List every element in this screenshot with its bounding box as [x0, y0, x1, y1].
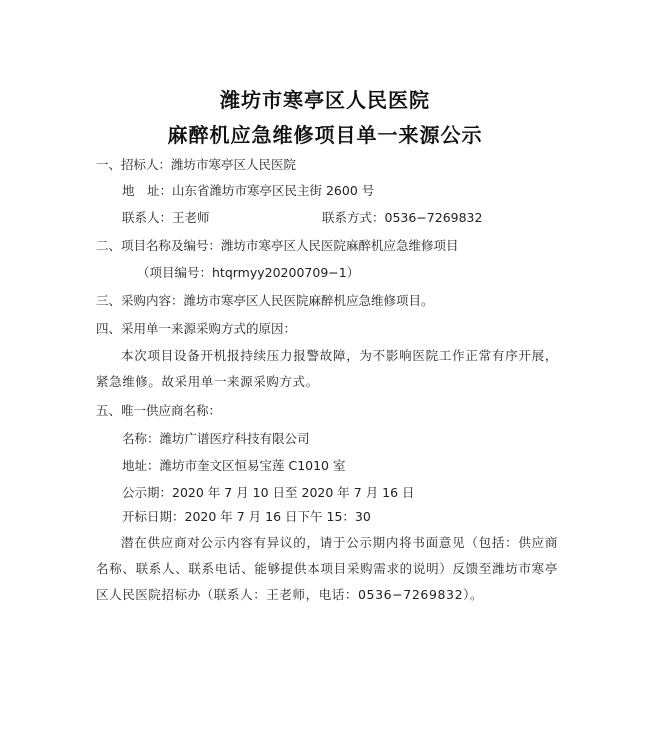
section-1-phone: 联系方式：0536−7269832 [322, 210, 483, 225]
supplier-address: 地址：潍坊市奎文区恒易宝莲 C1010 室 [122, 458, 346, 473]
section-3-procurement-content: 三、采购内容：潍坊市寒亭区人民医院麻醉机应急维修项目。 [96, 293, 434, 308]
section-4-heading: 四、采用单一来源采购方式的原因： [96, 321, 297, 336]
section-1-tenderer: 一、招标人：潍坊市寒亭区人民医院 [96, 157, 297, 172]
objection-notice: 潜在供应商对公示内容有异议的，请于公示期内将书面意见（包括：供应商名称、联系人、联系电话、能够提供本项目采购需求的说明）反馈至潍坊市寒亭区人民医院招标办（联系人：王老师，电话：0536−7269832）。 [96, 535, 558, 602]
section-2-project-code: （项目编号：htqrmyy20200709−1） [137, 265, 360, 280]
document-title-line-1: 潍坊市寒亭区人民医院 [220, 88, 430, 112]
section-5-heading: 五、唯一供应商名称： [96, 403, 222, 418]
section-2-project-name: 二、项目名称及编号：潍坊市寒亭区人民医院麻醉机应急维修项目 [96, 238, 459, 253]
bid-opening-date: 开标日期：2020 年 7 月 16 日下午 15：30 [122, 509, 371, 524]
section-1-address: 地 址：山东省潍坊市寒亭区民主街 2600 号 [122, 183, 375, 198]
document-title-line-2: 麻醉机应急维修项目单一来源公示 [167, 123, 483, 147]
section-4-reason: 本次项目设备开机报持续压力报警故障，为不影响医院工作正常有序开展，紧急维修。故采用单一来源采购方式。 [96, 348, 558, 389]
section-1-contact: 联系人：王老师 [122, 210, 210, 225]
publicity-period: 公示期：2020 年 7 月 10 日至 2020 年 7 月 16 日 [122, 485, 415, 500]
supplier-name: 名称：潍坊广谱医疗科技有限公司 [122, 431, 310, 446]
